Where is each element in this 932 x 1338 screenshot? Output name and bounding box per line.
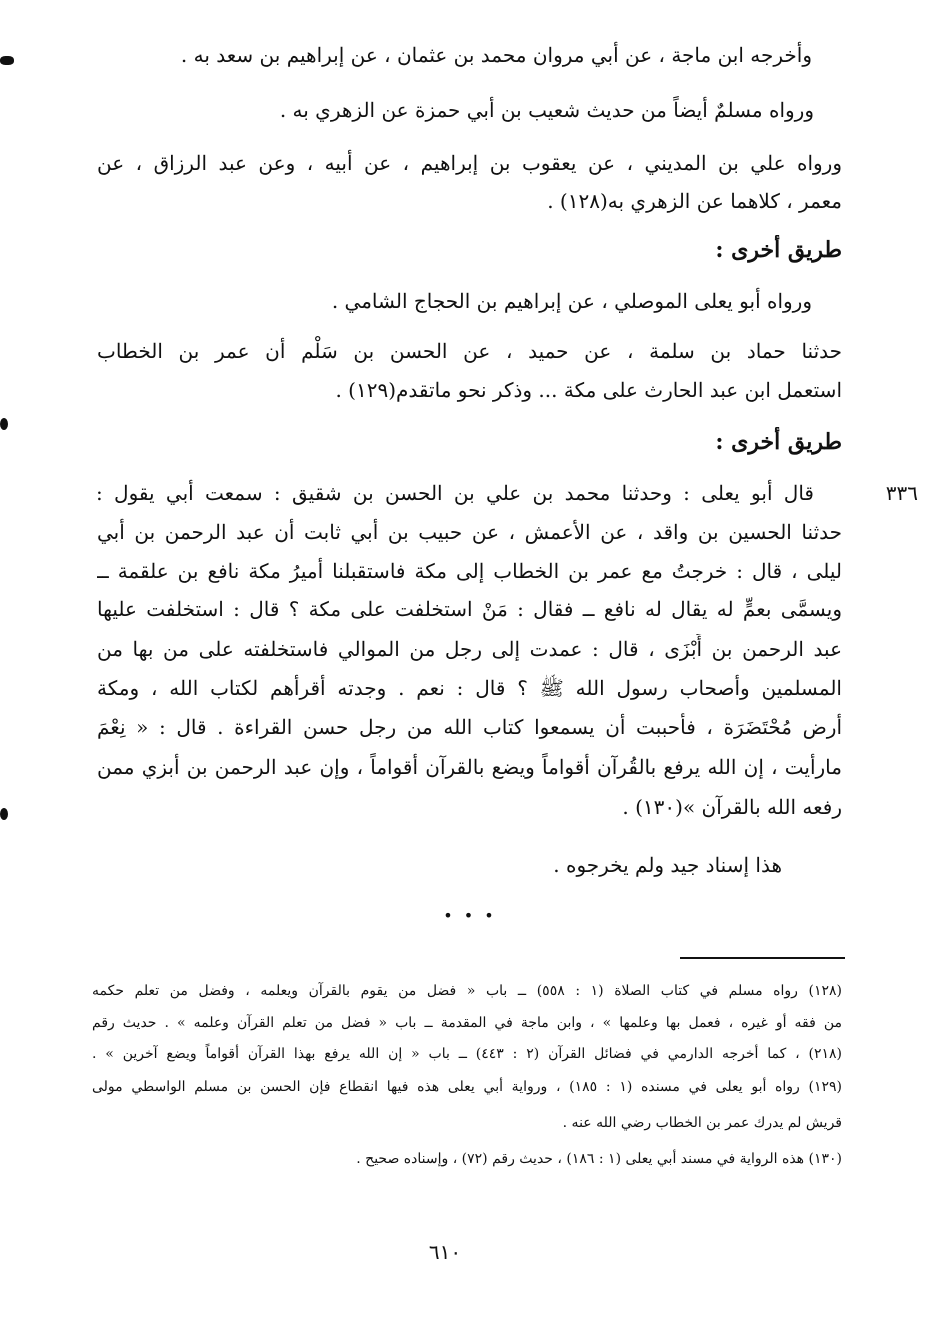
page-number: ٦١٠ [428, 1240, 462, 1264]
footnote-line: (١٢٩) رواه أبو يعلى في مسنده (١ : ١٨٥) ، ورواية أبي يعلى هذه فيها انقطاع فإن الحسن بن مسلم الواسطي مولى [92, 1079, 842, 1095]
text-line: معمر ، كلاهما عن الزهري به(١٢٨) . [547, 189, 842, 213]
text-line: ويسمَّى بعمٍّ له يقال له نافع ــ فقال : مَنْ استخلفت على مكة ؟ قال : استخلفت عليها [97, 597, 842, 621]
text-line: المسلمين وأصحاب رسول الله ﷺ ؟ قال : نعم . وجدته أقرأهم لكتاب الله ، ومكة [97, 676, 842, 700]
text-line: قال أبو يعلى : وحدثنا محمد بن علي بن الحسن بن شقيق : سمعت أبي يقول : [96, 481, 814, 505]
text-line: هذا إسناد جيد ولم يخرجوه . [553, 853, 782, 877]
section-separator: • • • [443, 906, 497, 925]
section-heading: طريق أخرى : [715, 429, 842, 455]
text-line: ورواه مسلمٌ أيضاً من حديث شعيب بن أبي حمزة عن الزهري به . [279, 98, 814, 122]
footnote-line: من فقه أو غيره ، فعمل بها وعلمها » ، وابن ماجة في المقدمة ــ باب « فضل من تعلم القرآن وعلمه » . حديث رقم [92, 1015, 842, 1031]
footnote-divider [680, 957, 845, 959]
text-line: رفعه الله بالقرآن »(١٣٠) . [622, 795, 842, 819]
footnote-line: (١٢٨) رواه مسلم في كتاب الصلاة (١ : ٥٥٨) ــ باب « فضل من يقوم بالقرآن ويعلمه ، وفضل من تعلم حكمه [92, 983, 842, 999]
paragraph-number: ٣٣٦ [885, 481, 918, 505]
text-line: ليلى ، قال : خرجتُ مع عمر بن الخطاب إلى مكة فاستقبلنا أميرُ مكة نافع بن علقمة ــ [97, 559, 842, 583]
footnote-line: (٢١٨) ، كما أخرجه الدارمي في فضائل القرآن (٢ : ٤٤٣) ــ باب « إن الله يرفع بهذا القرآن أقواماً ويضع آخرين » . [92, 1046, 842, 1062]
margin-mark [0, 808, 8, 820]
text-line: عبد الرحمن بن أَبْزَى ، قال : عمدت إلى رجل من الموالي فاستخلفته على من بها من [97, 637, 842, 661]
section-heading: طريق أخرى : [715, 237, 842, 263]
text-line: استعمل ابن عبد الحارث على مكة ... وذكر نحو ماتقدم(١٢٩) . [335, 378, 842, 402]
text-line: حدثنا حماد بن سلمة ، عن حميد ، عن الحسن بن سَلْم أن عمر بن الخطاب [97, 339, 842, 363]
footnote-line: قريش لم يدرك عمر بن الخطاب رضي الله عنه . [562, 1115, 842, 1131]
text-line: مارأيت ، إن الله يرفع بالقُرآن أقواماً ويضع بالقرآن أقواماً ، وإن عبد الرحمن بن أبزي ممن [97, 755, 842, 779]
margin-mark [0, 56, 14, 65]
margin-mark [0, 418, 8, 430]
text-line: ورواه أبو يعلى الموصلي ، عن إبراهيم بن الحجاج الشامي . [331, 289, 812, 313]
text-line: وأخرجه ابن ماجة ، عن أبي مروان محمد بن عثمان ، عن إبراهيم بن سعد به . [180, 43, 812, 67]
footnote-line: (١٣٠) هذه الرواية في مسند أبي يعلى (١ : ١٨٦) ، حديث رقم (٧٢) ، وإسناده صحيح . [356, 1151, 842, 1167]
text-line: ورواه علي بن المديني ، عن يعقوب بن إبراهيم ، عن أبيه ، وعن عبد الرزاق ، عن [97, 151, 842, 175]
text-line: حدثنا الحسين بن واقد ، عن الأعمش ، عن حبيب بن أبي ثابت أن عبد الرحمن بن أبي [97, 520, 842, 544]
text-line: أرض مُحْتَضَرَة ، فأحببت أن يسمعوا كتاب الله من رجل حسن القراءة . قال : « نِعْمَ [97, 715, 842, 739]
